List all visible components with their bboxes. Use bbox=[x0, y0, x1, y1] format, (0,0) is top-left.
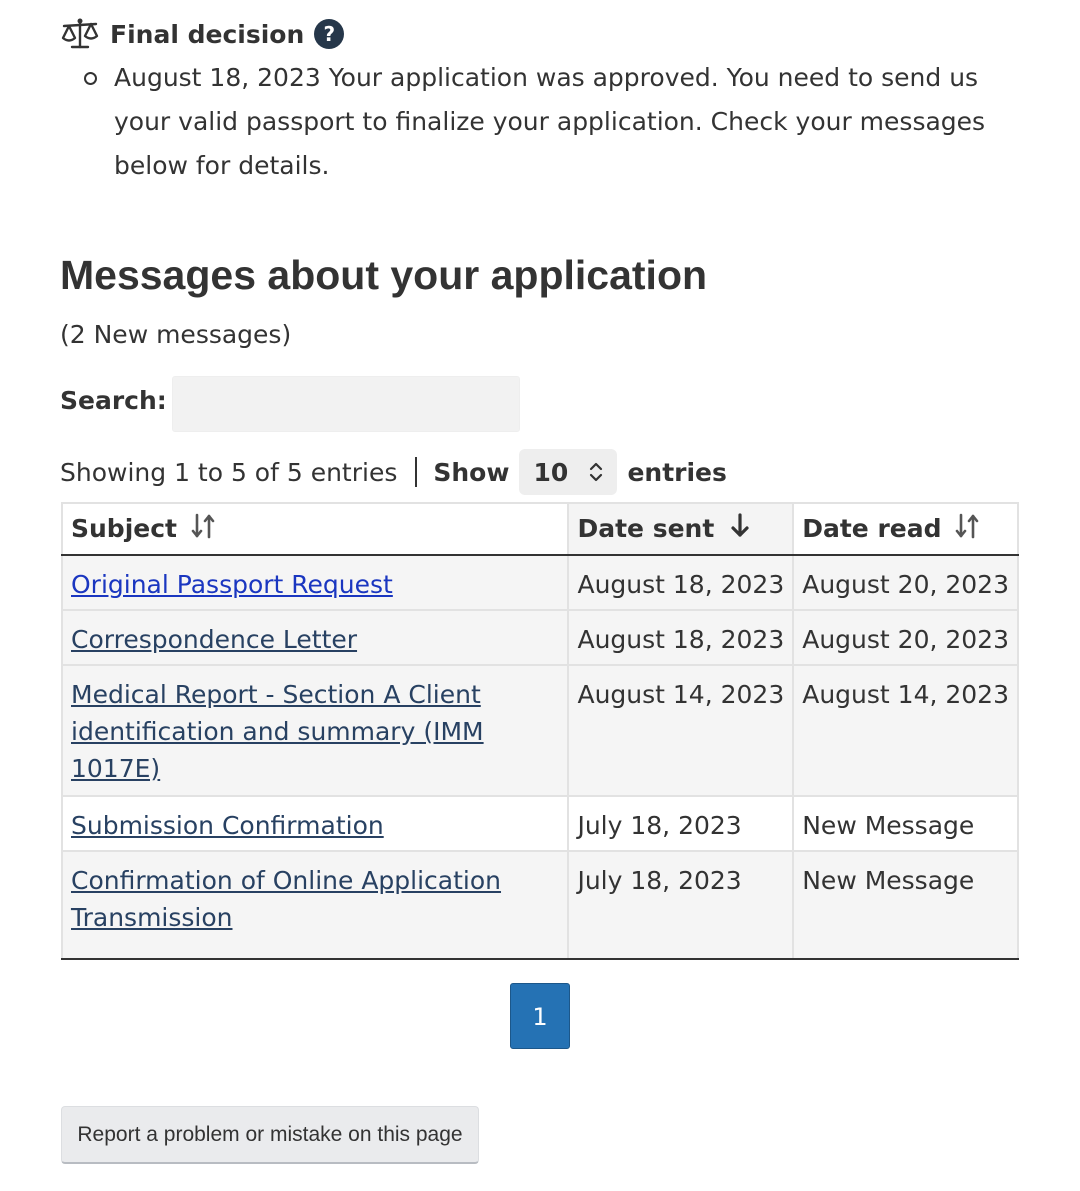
sort-descending-icon bbox=[727, 512, 753, 540]
column-header-date-sent[interactable] bbox=[568, 503, 793, 555]
table-row bbox=[62, 851, 1018, 959]
show-label: Show bbox=[433, 457, 510, 487]
date-read-cell: New Message bbox=[793, 851, 1018, 959]
entries-select[interactable] bbox=[519, 449, 617, 495]
table-row bbox=[62, 665, 1018, 796]
help-icon[interactable]: ? bbox=[314, 19, 344, 49]
search-input[interactable] bbox=[172, 376, 520, 432]
messages-table bbox=[61, 502, 1019, 960]
showing-entries-text: Showing 1 to 5 of 5 entries bbox=[60, 457, 398, 487]
subject-cell bbox=[62, 555, 568, 610]
entries-select-value: 10 bbox=[533, 457, 569, 487]
table-row bbox=[62, 796, 1018, 851]
final-decision-title: Final decision bbox=[110, 19, 305, 49]
final-decision-item: August 18, 2023 Your application was approved. You need to send us your valid passport to finalize your application. Check your messages below for details. bbox=[82, 56, 1012, 188]
message-link[interactable]: Correspondence Letter bbox=[71, 625, 358, 654]
date-sent-cell: August 18, 2023 bbox=[568, 610, 793, 665]
column-header-date-read-label: Date read bbox=[802, 514, 942, 543]
message-link[interactable]: Medical Report - Section A Client identification and summary (IMM 1017E) bbox=[71, 680, 484, 783]
date-sent-cell: August 18, 2023 bbox=[568, 555, 793, 610]
date-read-cell: August 14, 2023 bbox=[793, 665, 1018, 796]
table-row bbox=[62, 555, 1018, 610]
report-problem-button[interactable]: Report a problem or mistake on this page bbox=[61, 1106, 479, 1164]
column-header-date-read[interactable] bbox=[793, 503, 1018, 555]
new-messages-count: (2 New messages) bbox=[60, 320, 292, 349]
subject-cell bbox=[62, 851, 568, 959]
final-decision-list bbox=[82, 56, 1012, 188]
messages-heading: Messages about your application bbox=[60, 252, 708, 298]
message-link[interactable]: Submission Confirmation bbox=[71, 811, 384, 840]
date-sent-cell: July 18, 2023 bbox=[568, 796, 793, 851]
table-header-row bbox=[62, 503, 1018, 555]
column-header-subject-label: Subject bbox=[71, 514, 177, 543]
date-read-cell: August 20, 2023 bbox=[793, 610, 1018, 665]
message-link[interactable]: Confirmation of Online Application Transmission bbox=[71, 866, 502, 932]
date-read-cell: August 20, 2023 bbox=[793, 555, 1018, 610]
date-sent-cell: July 18, 2023 bbox=[568, 851, 793, 959]
entries-label: entries bbox=[627, 457, 727, 487]
subject-cell bbox=[62, 610, 568, 665]
subject-cell bbox=[62, 796, 568, 851]
date-sent-cell: August 14, 2023 bbox=[568, 665, 793, 796]
scale-balance-icon bbox=[60, 17, 100, 51]
column-header-date-sent-label: Date sent bbox=[577, 514, 715, 543]
message-link[interactable]: Original Passport Request bbox=[71, 570, 393, 599]
separator bbox=[415, 457, 417, 487]
pagination-page-button[interactable]: 1 bbox=[510, 983, 570, 1049]
search-label: Search: bbox=[60, 386, 167, 415]
chevron-updown-icon bbox=[587, 459, 605, 485]
date-read-cell: New Message bbox=[793, 796, 1018, 851]
final-decision-header bbox=[60, 16, 344, 52]
table-info-row bbox=[60, 448, 727, 496]
sort-both-icon bbox=[954, 512, 980, 540]
sort-both-icon bbox=[190, 512, 216, 540]
subject-cell bbox=[62, 665, 568, 796]
table-row bbox=[62, 610, 1018, 665]
column-header-subject[interactable] bbox=[62, 503, 568, 555]
